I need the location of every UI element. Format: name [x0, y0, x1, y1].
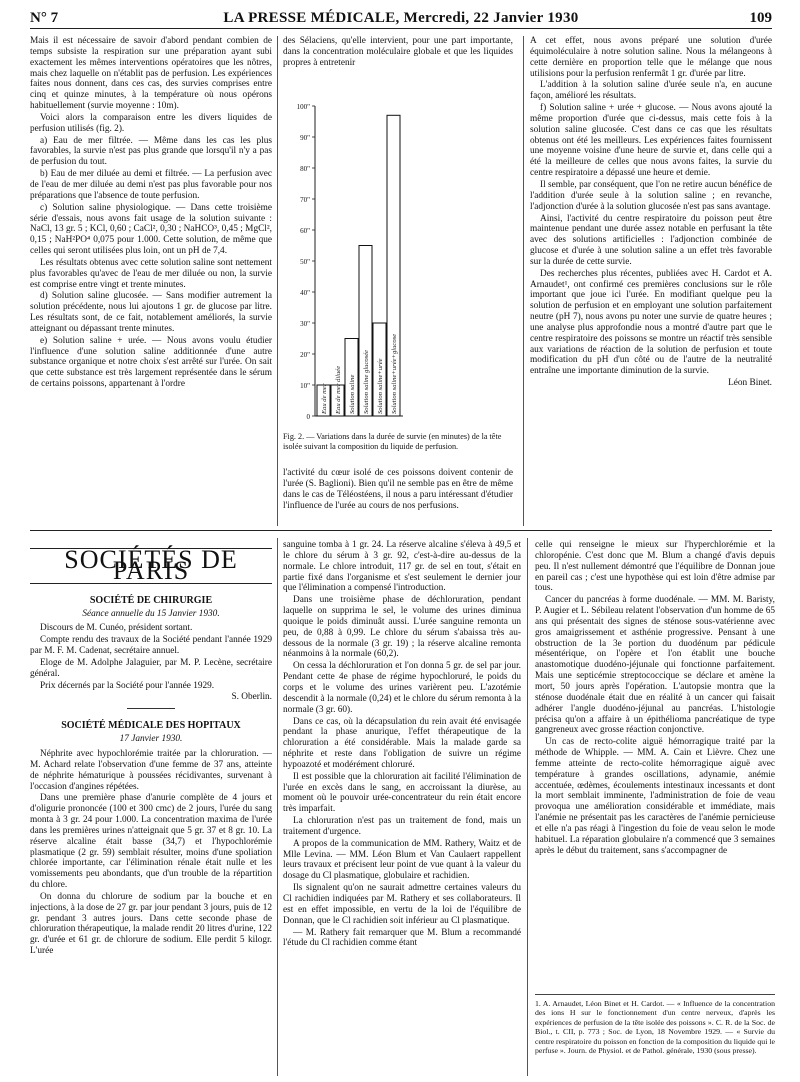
- paragraph: e) Solution saline + urée. — Nous avons voulu étudier l'influence d'une solution saline additionnée d'une autre substance organique et notre choix s'est arrêté sur l'urée. On sait que cette substance est très largement représentée dans le sérum de certains poissons, appartenant à l'ordre: [30, 335, 272, 390]
- paragraph: Léon Binet.: [728, 378, 772, 389]
- paragraph: Les résultats obtenus avec cette solution saline sont nettement plus favorables qu'avec de l'eau de mer diluée ou non, la survie est comprise entre vingt et trente minutes.: [30, 257, 272, 290]
- societe-chirurgie-title: SOCIÉTÉ DE CHIRURGIE: [89, 594, 213, 606]
- column-2-top: [283, 36, 513, 76]
- bar-label: Solution saline+urée+glucose: [391, 333, 398, 414]
- paragraph: Eloge de M. Adolphe Jalaguier, par M. P. Lecène, secrétaire général.: [30, 657, 272, 679]
- paragraph: Dans une première phase d'anurie complète de 4 jours et d'oligurie prononcée (100 et 300 cmc) de 2 jours, l'urée du sang monta à 3 gr. 24 pour 1.000. La concentration maxima de l'urée dans les premières urines n'atteignait que 5 gr. 37 et 8 gr. 10. La réserve alcaline était basse (34,7) et l'hypochlorémie plasmatique (2 gr. 59) semblait résulter, moins d'une spoliation chlorée importante, car l'élimination rénale était nulle et les vomissements peu abondants, que d'un trouble de la répartition du chlore.: [30, 793, 272, 891]
- y-tick-label: 10": [300, 382, 310, 390]
- societe-chirurgie-subtitle: Séance annuelle du 15 Janvier 1930.: [82, 608, 220, 619]
- paragraph: Prix décernés par la Société pour l'année 1929.: [40, 680, 215, 691]
- column-3-top: [530, 36, 772, 526]
- paragraph: Néphrite avec hypochlorémie traitée par la chloruration. — M. Achard relate l'observation d'une femme de 37 ans, atteinte de néphrite hématurique à poussées récidivantes, survenant à l'occasion d'angines répétées.: [30, 748, 272, 792]
- column-rule: [527, 538, 528, 1076]
- y-tick-label: 100": [296, 103, 310, 111]
- bar-label: Solution saline: [349, 374, 356, 414]
- section-divider: [30, 530, 772, 531]
- paragraph: c) Solution saline physiologique. — Dans cette troisième série d'essais, nous avons fait usage de la solution suivante : NaCl, 13 gr. 5 ; KCl, 0,60 ; CaCl², 0,30 ; NaHCO³, 0,45 ; MgCl², 0,15 ; NaH²PO⁴ 0,075 pour 1.000. Cette solution, de même que celles qui seront utilisées plus loin, ont un pH de 7,4.: [30, 202, 272, 257]
- paragraph: celle qui renseigne le mieux sur l'hyperchlorémie et la chloropénie. C'est donc que M. Blum a changé d'avis depuis peu. Il n'est nullement démontré que l'équilibre de Donnan joue en pareil cas ; c'est une hypothèse qui est loin d'être admise par tous.: [535, 540, 775, 594]
- small-rule: [127, 708, 175, 709]
- y-tick-label: 40": [300, 289, 310, 297]
- page-number: 109: [749, 10, 772, 26]
- societe-medicale-title: SOCIÉTÉ MÉDICALE DES HOPITAUX: [61, 720, 241, 732]
- y-tick-label: 0: [306, 413, 310, 421]
- paragraph: sanguine tomba à 1 gr. 24. La réserve alcaline s'éleva à 49,5 et le chlore du sérum à 3 gr. 92, c'est-à-dire au-dessus de la normale. Le chlore introduit, 117 gr. de sel en tout, s'était en partie fixé dans l'organisme et s'est seulement le dernier jour que l'élimination a compensé l'introduction.: [283, 540, 521, 594]
- bar-label: Eau de mer: [321, 383, 328, 414]
- paragraph: b) Eau de mer diluée au demi et filtrée. — La perfusion avec de l'eau de mer diluée au demi n'est pas plus favorable pour nos préparations que l'absence de toute perfusion.: [30, 169, 272, 201]
- societes-title: SOCIÉTÉS DE PARIS: [30, 548, 272, 584]
- column-1-bottom: [30, 540, 272, 1080]
- y-tick-label: 50": [300, 258, 310, 266]
- paragraph: La chloruration n'est pas un traitement de fond, mais un traitement d'urgence.: [283, 816, 521, 837]
- paragraph: Cancer du pancréas à forme duodénale. — MM. M. Baristy, P. Augier et L. Sébileau relatent l'observation d'un homme de 65 ans qui présentait des signes de sténose sous-vatérienne avec gros amaigrissement et asthénie progressive. Pensant à une obstruction de la 3e portion du duodénum par pédicule mésentérique, on l'opère et l'on établit une bouche anastomotique duodéno-jéjunale qui fonctionne parfaitement. Mais une septicémie streptococcique se déclare et amène la mort, 50 jours après l'opération. L'autopsie montra que la sténose duodénale était due en réalité à un cancer qui faisait adhérer l'angle duodéno-jéjunal au pancréas. L'histologie précisa qu'on a affaire à un épithélioma pancréatique de type gangreneux avec grosse réaction conjonctive.: [535, 595, 775, 736]
- paragraph: On cessa la déchloruration et l'on donna 5 gr. de sel par jour. Pendant cette 4e phase de régime hypochloruré, le poids du corps et le volume des urines varièrent peu. L'azotémie descendit à la normale (0,24) et le chlore du sérum remonta à la normale (3 gr. 60).: [283, 661, 521, 715]
- paragraph: L'addition à la solution saline d'urée seule n'a, en aucune façon, amélioré les résultats.: [530, 80, 772, 102]
- page-header: [30, 6, 772, 29]
- paragraph: Un cas de recto-colite aiguë hémorragique traité par la méthode de Whipple. — MM. A. Cain et Lièvre. Chez une femme atteinte de recto-colite hémorragique aiguë avec température à grandes oscillations, adynamie, anémie accentuée, œdèmes, écoulements intestinaux incessants et dont la mort semblait imminente, l'administration de foie de veau provoqua une amélioration considérable et immédiate, mais l'anémie ne présentait pas les caractères de l'anémie pernicieuse et elle n'a pas réagi à l'ingestion du foie de veau selon le mode habituel. La réparation globulaire n'a commencé que 3 semaines après le début du traitement, sans s'accompagner de: [535, 737, 775, 856]
- paragraph: Ils signalent qu'on ne saurait admettre certaines valeurs du Cl rachidien indiquées par M. Rathery et ses collaborateurs. Il est en effet impossible, en vertu de la loi de l'équilibre de Donnan, que le Cl rachidien soit inférieur au Cl plasmatique.: [283, 883, 521, 926]
- column-2-bottom: [283, 468, 513, 528]
- paragraph: Compte rendu des travaux de la Société pendant l'année 1929 par M. F. M. Cadenat, secrétaire annuel.: [30, 635, 272, 657]
- paragraph: des Sélaciens, qu'elle intervient, pour une part importante, dans la concentration moléculaire globale et que les liquides propres à entretenir: [283, 36, 513, 68]
- societe-medicale-body: [30, 749, 272, 957]
- paragraph: a) Eau de mer filtrée. — Même dans les cas les plus favorables, la survie n'est pas plus grande que lorsqu'il n'y a pas de perfusion du tout.: [30, 135, 272, 168]
- column-3-bottom-text: [535, 540, 775, 990]
- paragraph: Il est possible que la chloruration ait facilité l'élimination de l'urée en excès dans le sang, en accroissant la diurèse, au moment où le pouvoir urée-concentrateur du rein était encore très imparfait.: [283, 771, 521, 815]
- column-rule: [277, 538, 278, 1076]
- y-tick-label: 70": [300, 196, 310, 204]
- paragraph: Mais il est nécessaire de savoir d'abord pendant combien de temps subsiste la respiration sur une préparation ayant subi exactement les mêmes interventions opératoires que les nôtres, mais chez laquelle on n'établit pas de perfusion. Les expériences faites nous donnent, dans ces cas, des survies comprises entre cinq et quinze minutes, à la température où nous opérons habituellement (survie moyenne : 10m).: [30, 36, 272, 112]
- paragraph: d) Solution saline glucosée. — Sans modifier autrement la solution précédente, nous lui ajoutons 1 gr. de glucose par litre. Les résultats sont, de ce fait, notablement améliorés, la survie atteignant ou dépassant trente minutes.: [30, 291, 272, 334]
- column-1-top: [30, 36, 272, 526]
- footnote: 1. A. Arnaudet, Léon Binet et H. Cardot. — « Influence de la concentration des ions H sur le fonctionnement d'un centre nerveux, d'après les expériences de perfusion de la tête isolée des poissons ». C. R. de la Soc. de Biol., t. CII, p. 773 ; Soc. de Lyon, 18 Novembre 1929. — « Survie du centre respiratoire du poisson en fonction de la composition du liquide qui le perfuse ». Journ. de Physiol. et de Pathol. générale, 1930 (sous presse).: [535, 994, 775, 1055]
- figure-caption: Fig. 2. — Variations dans la durée de survie (en minutes) de la tête isolée suivant la composition du liquide de perfusion.: [283, 432, 502, 451]
- bar-label: Solution saline glucosée: [363, 349, 370, 414]
- column-2-bottom-text: [283, 540, 521, 1076]
- column-rule: [277, 36, 278, 526]
- paragraph: On donna du chlorure de sodium par la bouche et en injections, à la dose de 27 gr. par jour pendant 3 jours, puis de 12 gr. pendant 3 autres jours. Dans cette seconde phase de chloruration thérapeutique, la malade rendit 20 litres d'urine, 122 gr. d'urée et 61 gr. de chlorure de sodium. Elle perdit 5 kilogr. L'urée: [30, 891, 272, 957]
- issue-number: N° 7: [30, 10, 59, 26]
- paragraph: S. Oberlin.: [231, 692, 272, 703]
- paragraph: — M. Rathery fait remarquer que M. Blum a recommandé l'étude du Cl rachidien comme étant: [283, 927, 521, 949]
- figure-2-chart: [283, 98, 513, 438]
- paragraph: A cet effet, nous avons préparé une solution d'urée équimoléculaire à notre solution saline. Nous la mélangeons à cette dernière en proportion telle que le mélange que nous utilisions pour la perfusion renfermât 1 gr. d'urée par litre.: [530, 36, 772, 79]
- paragraph: l'activité du cœur isolé de ces poissons doivent contenir de l'urée (S. Baglioni). Bien qu'il ne semble pas en être de même dans le cas de Téléostéens, il nous a paru intéressant d'étudier l'influence de l'urée au cours de nos perfusions.: [283, 468, 513, 511]
- paragraph: Il semble, par conséquent, que l'on ne retire aucun bénéfice de l'addition d'urée seule à la solution saline ; en revanche, l'adjonction d'urée à la solution glucosée n'est pas sans avantage.: [530, 179, 772, 212]
- paragraph: A propos de la communication de MM. Rathery, Waitz et de Mlle Levina. — MM. Léon Blum et Van Caulaert rappellent leurs travaux et précisent leur point de vue quant à la valeur du dosage du Cl plasmatique, globulaire et rachidien.: [283, 838, 521, 882]
- y-tick-label: 80": [300, 165, 310, 173]
- y-tick-label: 60": [300, 227, 310, 235]
- y-tick-label: 90": [300, 134, 310, 142]
- bar-label: Solution saline+urée: [377, 358, 384, 414]
- paragraph: f) Solution saline + urée + glucose. — Nous avons ajouté la même proportion d'urée que ci-dessus, mais cette fois à la solution saline glucosée. C'est dans ce cas que les résultats obtenus ont été les meilleurs. Les expériences faites fournissent une moyenne voisine d'une heure de survie et, dans celle qui a été la meilleure de celles que nous avons faites, la survie du centre respiratoire a dépassé une heure et demie.: [530, 103, 772, 179]
- societe-medicale-subtitle: 17 Janvier 1930.: [119, 734, 183, 745]
- paragraph: Dans ce cas, où la décapsulation du rein avait été envisagée pendant la phase anurique, l'effet thérapeutique de la chloruration a été considérable. Mais la malade garde sa néphrite et reste dans l'obligation de suivre un régime hypoazoté et modérément chloruré.: [283, 716, 521, 770]
- column-rule: [523, 36, 524, 526]
- societe-chirurgie-body: [30, 623, 272, 703]
- paragraph: Dans une troisième phase de déchloruration, pendant laquelle on supprima le sel, le volume des urines diminua quoique le poids diminuât aussi. L'urée sanguine remonta un peu, de 0,88 à 0,99. Le chlore du sérum s'abaissa très au-dessous de la normale (3 gr. 19) ; la réserve alcaline remonta néanmoins à la normale (60,2).: [283, 595, 521, 660]
- bar-label: Eau de mer diluée: [335, 365, 342, 414]
- y-tick-label: 30": [300, 320, 310, 328]
- paragraph: Discours de M. Cunéo, président sortant.: [40, 623, 193, 634]
- journal-title: LA PRESSE MÉDICALE, Mercredi, 22 Janvier 1930: [223, 10, 579, 26]
- paragraph: Ainsi, l'activité du centre respiratoire du poisson peut être maintenue pendant une durée assez notable en perfusant la tête avec des solutions artificielles : l'adjonction combinée de glucose et d'urée à une solution saline a un effet très favorable sur la durée de cette survie.: [530, 213, 772, 267]
- y-tick-label: 20": [300, 351, 310, 359]
- paragraph: Des recherches plus récentes, publiées avec H. Cardot et A. Arnaudet¹, ont confirmé ces premières conclusions sur le rôle important que joue ici l'urée. En modifiant quelque peu la solution de perfusion et en employant une solution parfaitement neutre (pH 7), nous avons pu noter une survie de quatre heures ; une analyse plus approfondie nous a montré d'autre part que le centre respiratoire des poissons se montre un réactif très sensible aux variations de réaction de la solution de perfusion et toute modification du pH d'un côté ou de l'autre de la neutralité entraîne une importante diminution de la survie.: [530, 268, 772, 377]
- paragraph: Voici alors la comparaison entre les divers liquides de perfusion utilisés (fig. 2).: [30, 112, 272, 134]
